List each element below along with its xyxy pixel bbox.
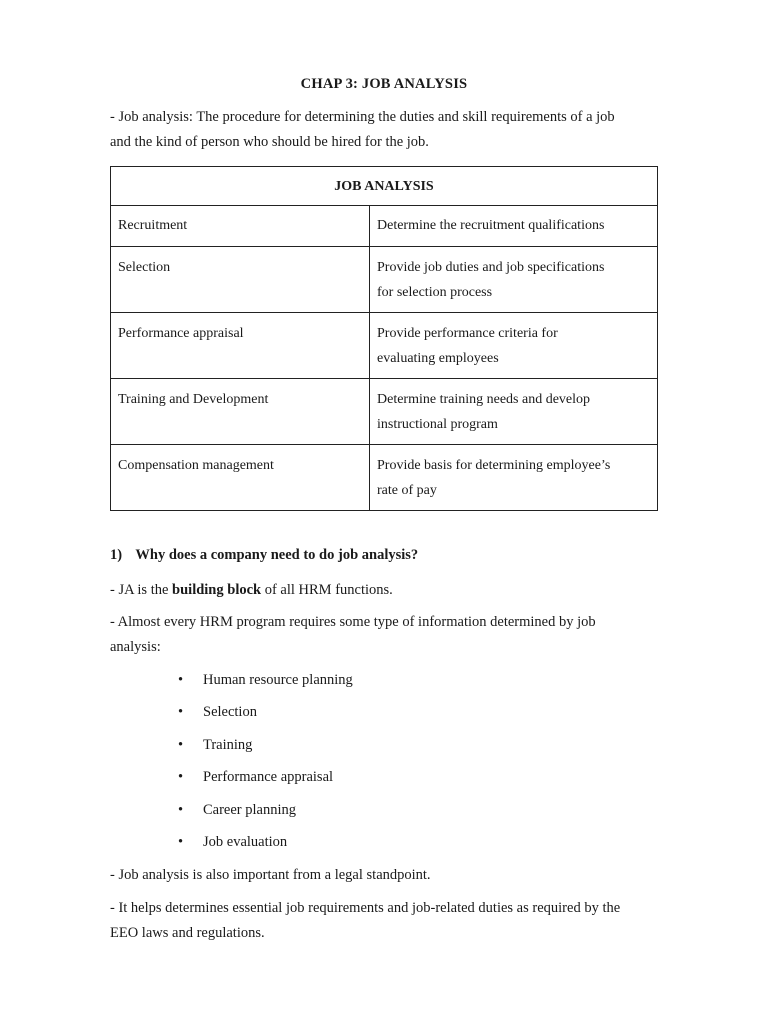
table-row: [111, 445, 658, 511]
answer-paragraph-2: - Almost every HRM program requires some type of information determined by job analysis:: [110, 614, 596, 655]
list-item: • Human resource planning: [178, 668, 353, 700]
question-number: 1): [110, 547, 123, 563]
list-item: • Training: [178, 733, 353, 765]
answer-paragraph-4: - It helps determines essential job requirements and job-related duties as required by the EEO laws and regulations.: [110, 900, 621, 941]
job-analysis-table: [110, 166, 658, 511]
table-cell-description: Provide job duties and job specifications for selection process: [370, 247, 658, 313]
table-row: [111, 206, 658, 247]
answer-paragraph-1: - JA is the building block of all HRM functions.: [110, 582, 393, 598]
bullet-icon: •: [178, 801, 184, 818]
table-cell-function: Performance appraisal: [111, 313, 370, 379]
answer-paragraph-3: - Job analysis is also important from a legal standpoint.: [110, 867, 431, 883]
list-item: • Job evaluation: [178, 830, 353, 862]
bullet-icon: •: [178, 736, 184, 753]
table-cell-function: Recruitment: [111, 206, 370, 247]
hrm-program-list: [178, 668, 353, 862]
emphasis-building-block: building block: [172, 582, 262, 598]
question-heading: [110, 547, 418, 564]
bullet-icon: •: [178, 769, 184, 786]
page-title: CHAP 3: JOB ANALYSIS: [300, 76, 468, 92]
table-cell-function: Selection: [111, 247, 370, 313]
intro-line-2: and the kind of person who should be hired for the job.: [110, 134, 429, 150]
table-cell-description: Provide performance criteria for evaluating employees: [370, 313, 658, 379]
intro-paragraph: [110, 105, 660, 155]
list-item: • Selection: [178, 700, 353, 732]
table-cell-function: Compensation management: [111, 445, 370, 511]
intro-line-1: - Job analysis: The procedure for determining the duties and skill requirements of a job: [110, 109, 615, 125]
bullet-icon: •: [178, 833, 184, 850]
table-row: [111, 313, 658, 379]
table-row: [111, 379, 658, 445]
table-cell-description: Determine training needs and develop instructional program: [370, 379, 658, 445]
list-item: • Performance appraisal: [178, 765, 353, 797]
table-header: JOB ANALYSIS: [111, 167, 658, 206]
table-row: [111, 247, 658, 313]
bullet-icon: •: [178, 672, 184, 688]
question-text: Why does a company need to do job analysis?: [135, 547, 419, 563]
table-cell-description: Determine the recruitment qualifications: [370, 206, 658, 247]
bullet-icon: •: [178, 704, 184, 721]
table-cell-description: Provide basis for determining employee’s rate of pay: [370, 445, 658, 511]
list-item: • Career planning: [178, 798, 353, 830]
table-cell-function: Training and Development: [111, 379, 370, 445]
